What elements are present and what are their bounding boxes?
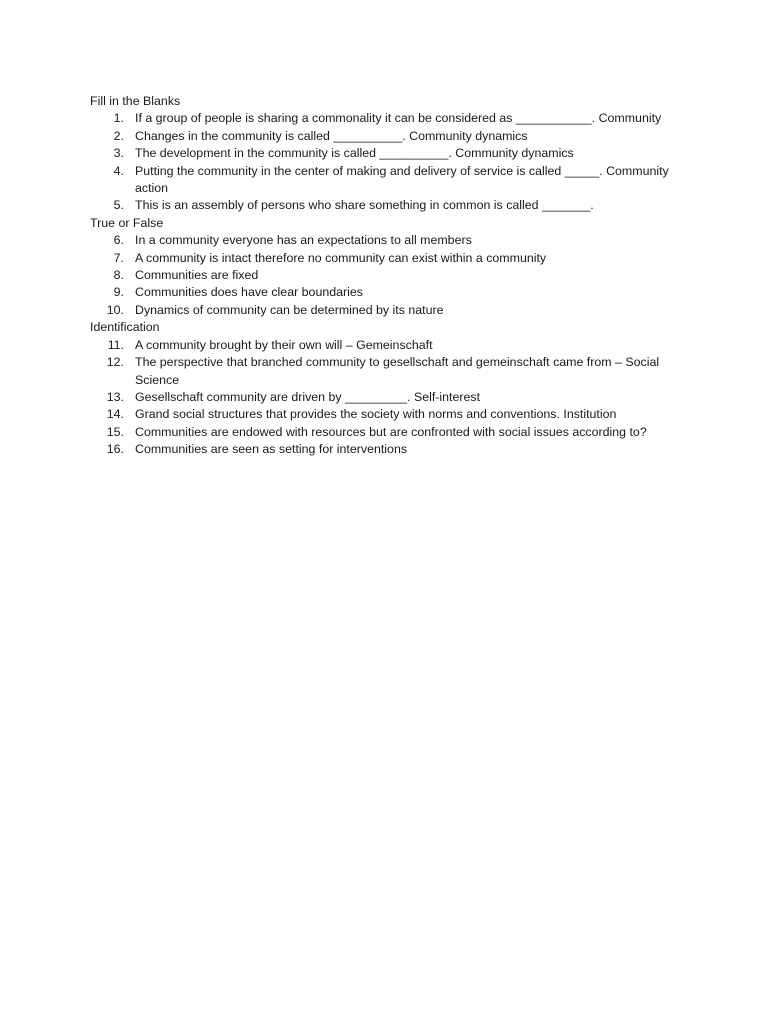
item-number: 3. [113,146,124,161]
list-item [90,389,675,406]
item-text: In a community everyone has an expectations to all members [135,233,472,248]
item-number: 6. [113,233,124,248]
document-content [90,93,690,459]
item-text: This is an assembly of persons who share something in common is called _______. [135,198,594,213]
question-list [90,337,690,459]
item-number: 13. [106,389,124,404]
item-text: Communities are seen as setting for interventions [135,442,408,457]
item-text: Grand social structures that provides the society with norms and conventions. Institution [135,407,617,422]
item-number: 2. [113,128,124,143]
item-text: Changes in the community is called __________. Community dynamics [135,128,528,143]
item-text: A community is intact therefore no community can exist within a community [135,250,547,265]
list-item [90,197,675,214]
item-number: 14. [106,407,124,422]
question-list [90,110,690,214]
section-heading: Fill in the Blanks [90,94,181,108]
section-heading: Identification [90,320,160,335]
question-list [90,232,690,319]
item-text: Communities are fixed [135,268,259,283]
section-heading: True or False [90,215,164,230]
list-item [90,163,675,198]
item-text: If a group of people is sharing a commonality it can be considered as ___________. Community [135,111,662,126]
list-item [90,354,675,389]
section-identification [90,319,690,458]
list-item [90,441,675,458]
item-number: 10. [106,302,124,317]
list-item [90,424,675,441]
item-number: 16. [106,442,124,457]
list-item [90,250,675,267]
list-item [90,128,675,145]
item-text: A community brought by their own will – Gemeinschaft [135,337,433,352]
list-item [90,406,675,423]
item-text: Dynamics of community can be determined by its nature [135,302,444,317]
item-number: 9. [113,285,124,300]
item-number: 5. [113,198,124,213]
item-text: Gesellschaft community are driven by _________. Self-interest [135,389,481,404]
item-number: 8. [113,268,124,283]
item-number: 12. [106,355,124,370]
item-number: 1. [113,111,124,126]
section-true-or-false [90,215,690,319]
list-item [90,302,675,319]
item-text: Putting the community in the center of making and delivery of service is called _____. Community action [135,163,669,196]
list-item [90,232,675,249]
item-number: 7. [113,250,124,265]
list-item [90,284,675,301]
list-item [90,267,675,284]
item-text: The development in the community is called __________. Community dynamics [135,146,574,161]
item-text: Communities does have clear boundaries [135,285,363,300]
list-item [90,337,675,354]
section-fill-in-the-blanks [90,93,690,215]
item-number: 15. [106,424,124,439]
list-item [90,145,675,162]
item-number: 11. [107,337,124,352]
list-item [90,110,675,127]
item-text: The perspective that branched community to gesellschaft and gemeinschaft came from – Social Science [135,355,660,387]
item-text: Communities are endowed with resources but are confronted with social issues according to? [135,424,647,439]
item-number: 4. [113,163,124,178]
